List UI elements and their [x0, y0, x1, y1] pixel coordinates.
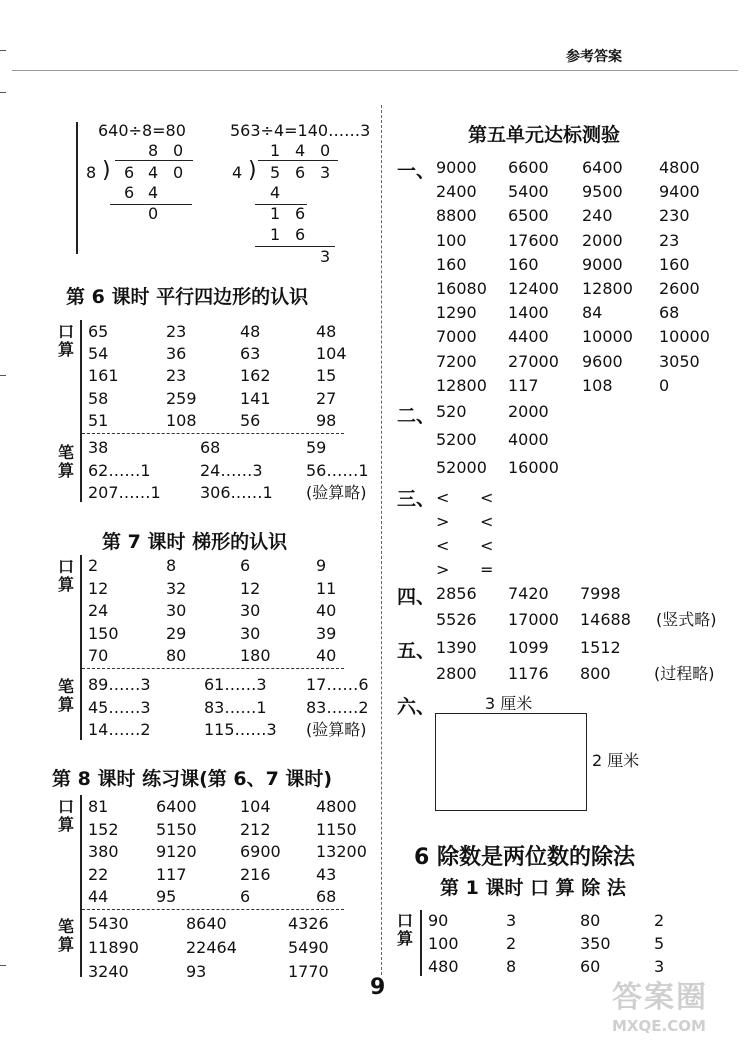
lesson7-oral-cell: 30 [240, 601, 261, 620]
unit5-s2-cell: 2000 [508, 402, 549, 421]
division-b-bracket: ) [248, 158, 257, 183]
unit5-s1-cell: 23 [659, 230, 680, 250]
unit5-s5-cell: 1176 [508, 664, 549, 683]
unit5-s4-cell: 14688 [580, 610, 631, 629]
lesson6-oral-cell: 162 [240, 366, 271, 386]
unit5-s1-cell: 7000 [436, 327, 477, 347]
unit5-s2-cell: 16000 [508, 458, 559, 477]
unit5-s1-cell: 1400 [508, 303, 549, 323]
lesson6-oral-cell: 104 [316, 344, 347, 364]
chapter6-oral-cell: 480 [428, 957, 459, 976]
lesson6-written-cell: 207……1 [88, 483, 161, 502]
chapter6-oral-cell: 3 [654, 957, 665, 976]
unit5-s1-label: 一、 [397, 160, 436, 182]
lesson8-oral-cell: 6400 [156, 797, 197, 816]
lesson6-written-cell: 24……3 [200, 460, 263, 480]
lesson8-written-cell: 5430 [88, 914, 129, 933]
lesson8-oral-cell: 6900 [240, 842, 281, 861]
division-b-quotient-3: 0 [320, 141, 331, 160]
unit5-s1-cell: 2000 [582, 230, 623, 250]
unit5-s1-cell: 12800 [436, 375, 487, 395]
division-b-step3-1: 1 [270, 225, 281, 244]
lesson7-oral-cell: 8 [166, 556, 177, 575]
unit5-s1-cell: 9400 [659, 182, 700, 202]
unit5-s2-cell: 520 [436, 402, 467, 421]
lesson8-oral-cell: 43 [316, 864, 337, 884]
division-b-bar [258, 160, 338, 161]
unit5-title: 第五单元达标测验 [468, 124, 621, 146]
lesson6-bracket [80, 320, 82, 502]
unit5-s5-cell: 1390 [436, 638, 477, 657]
lesson8-written-cell: 8640 [186, 914, 227, 933]
unit5-s1-cell: 6500 [508, 206, 549, 226]
lesson7-oral-cell: 30 [166, 601, 187, 620]
unit5-s1-cell: 4800 [659, 158, 700, 177]
unit5-s1-cell: 9000 [436, 158, 477, 177]
lesson8-oral-cell: 9120 [156, 842, 197, 861]
lesson7-oral-cell: 2 [88, 556, 99, 575]
chapter6-oral-cell: 90 [428, 911, 449, 930]
lesson7-title: 第 7 课时 梯形的认识 [102, 531, 288, 553]
lesson7-oral-cell: 24 [88, 601, 109, 620]
lesson6-oral-cell: 51 [88, 410, 109, 430]
unit5-s3-cell: < [436, 536, 450, 555]
unit5-s1-cell: 230 [659, 206, 690, 226]
unit5-s3-cell: > [436, 560, 450, 579]
lesson8-oral-cell: 6 [240, 887, 251, 906]
lesson7-oral-cell: 12 [240, 578, 261, 598]
unit5-s1-cell: 6400 [582, 158, 623, 177]
chapter6-oral-label: 口 算 [396, 911, 413, 948]
lesson7-oral-cell: 6 [240, 556, 251, 575]
unit5-s1-cell: 9500 [582, 182, 623, 202]
unit5-s1-cell: 68 [659, 303, 680, 323]
unit5-s1-cell: 160 [508, 254, 539, 274]
lesson8-title: 第 8 课时 练习课(第 6、7 课时) [52, 768, 333, 790]
lesson7-oral-cell: 11 [316, 578, 337, 598]
chapter6-bracket [420, 910, 422, 976]
unit5-s5-cell: 800 [580, 664, 611, 683]
unit5-s1-cell: 6600 [508, 158, 549, 177]
chapter6-oral-cell: 8 [506, 957, 517, 976]
lesson8-oral-cell: 212 [240, 819, 271, 839]
lesson6-written-cell: (验算略) [306, 483, 367, 502]
lesson8-oral-label: 口 算 [57, 797, 74, 834]
chapter6-oral-cell: 100 [428, 934, 459, 953]
chapter6-oral-cell: 60 [580, 957, 601, 976]
column-divider [381, 105, 382, 975]
lesson6-oral-cell: 65 [88, 322, 109, 341]
lesson8-written-cell: 1770 [288, 962, 329, 981]
chapter6-oral-cell: 80 [580, 911, 601, 930]
lesson8-oral-cell: 4800 [316, 797, 357, 816]
division-b-dividend-2: 6 [295, 163, 306, 182]
lesson8-oral-cell: 5150 [156, 819, 197, 839]
unit5-s4-cell: 7420 [508, 584, 549, 603]
unit5-s5-label: 五、 [397, 640, 436, 662]
lesson6-divider [82, 433, 344, 434]
unit5-s5-cell: (过程略) [654, 664, 715, 683]
unit5-s4-cell: 17000 [508, 610, 559, 629]
division-b-quotient-1: 1 [270, 141, 281, 160]
lesson6-written-cell: 306……1 [200, 483, 273, 502]
header-rule [12, 70, 738, 71]
division-a-sub-2: 4 [148, 183, 159, 202]
unit5-s3-label: 三、 [397, 488, 436, 510]
unit5-s4-cell: 5526 [436, 610, 477, 629]
lesson7-oral-cell: 32 [166, 578, 187, 598]
division-b-dividend-3: 3 [320, 163, 331, 182]
unit5-s1-cell: 9600 [582, 351, 623, 371]
lesson6-oral-cell: 36 [166, 344, 187, 364]
division-a-divisor: 8 [86, 163, 97, 182]
chapter6-lesson1-title: 第 1 课时 口 算 除 法 [440, 877, 626, 899]
lesson6-oral-cell: 98 [316, 410, 337, 430]
unit5-s3-cell: < [480, 488, 494, 507]
division-b-dividend-1: 5 [270, 163, 281, 182]
division-bracket [76, 122, 78, 254]
lesson8-oral-cell: 68 [316, 887, 337, 906]
lesson8-oral-cell: 81 [88, 797, 109, 816]
lesson6-written-cell: 38 [88, 438, 109, 457]
lesson7-written-cell: 89……3 [88, 675, 151, 694]
unit5-s5-cell: 1512 [580, 638, 621, 657]
lesson6-oral-cell: 15 [316, 366, 337, 386]
unit5-s1-cell: 160 [436, 254, 467, 274]
lesson7-oral-cell: 70 [88, 646, 109, 665]
unit5-s4-label: 四、 [397, 586, 436, 608]
unit5-s1-cell: 0 [659, 375, 670, 395]
unit5-s4-cell: (竖式略) [656, 610, 717, 629]
division-a-quotient-1: 8 [148, 141, 159, 160]
lesson8-oral-cell: 117 [156, 864, 187, 884]
lesson7-oral-cell: 30 [240, 623, 261, 643]
lesson6-oral-label: 口 算 [57, 322, 74, 359]
watermark-logo: 答案圈 MXQE.COM [612, 980, 708, 1035]
lesson7-written-cell: 14……2 [88, 720, 151, 739]
lesson6-written-cell: 68 [200, 438, 221, 457]
lesson7-oral-cell: 150 [88, 623, 119, 643]
lesson6-oral-cell: 63 [240, 344, 261, 364]
lesson6-oral-cell: 56 [240, 410, 261, 430]
lesson8-written-cell: 11890 [88, 938, 139, 957]
unit5-s1-cell: 4400 [508, 327, 549, 347]
unit5-s1-cell: 8800 [436, 206, 477, 226]
unit5-s1-cell: 12400 [508, 279, 559, 298]
lesson8-written-cell: 4326 [288, 914, 329, 933]
unit5-s1-cell: 1290 [436, 303, 477, 323]
unit5-s3-cell: < [480, 512, 494, 531]
lesson8-oral-cell: 152 [88, 819, 119, 839]
chapter6-oral-cell: 350 [580, 934, 611, 953]
lesson6-written-cell: 56……1 [306, 460, 369, 480]
chapter6-oral-cell: 2 [506, 934, 517, 953]
division-a-dividend-3: 0 [173, 163, 184, 182]
division-a-bracket: ) [102, 158, 111, 183]
unit5-s1-cell: 108 [582, 375, 613, 395]
lesson7-written-cell: 61……3 [204, 675, 267, 694]
division-b-divisor: 4 [232, 163, 243, 182]
unit5-s2-cell: 5200 [436, 430, 477, 449]
lesson7-written-cell: 115……3 [204, 720, 277, 739]
chapter6-oral-cell: 5 [654, 934, 665, 953]
unit5-s1-cell: 3050 [659, 351, 700, 371]
unit5-s4-cell: 7998 [580, 584, 621, 603]
unit5-s1-cell: 2400 [436, 182, 477, 202]
lesson7-written-cell: 17……6 [306, 675, 369, 694]
division-a-dividend-2: 4 [148, 163, 159, 182]
unit5-s6-label: 六、 [397, 696, 436, 718]
lesson8-bracket [80, 795, 82, 977]
lesson8-written-label: 笔 算 [57, 917, 74, 954]
lesson7-bracket [80, 555, 82, 740]
unit5-s3-cell: = [480, 560, 494, 579]
unit5-s1-cell: 2600 [659, 279, 700, 298]
lesson6-written-label: 笔 算 [57, 443, 74, 480]
chapter6-title: 6 除数是两位数的除法 [414, 845, 635, 870]
lesson8-written-cell: 5490 [288, 938, 329, 957]
unit5-s3-cell: > [436, 512, 450, 531]
lesson6-written-cell: 59 [306, 438, 327, 457]
unit5-s2-label: 二、 [397, 405, 436, 427]
chapter6-oral-cell: 2 [654, 911, 665, 930]
division-a-equation: 640÷8=80 [98, 121, 186, 140]
lesson6-written-cell: 62……1 [88, 460, 151, 480]
lesson8-oral-cell: 44 [88, 887, 109, 906]
unit5-s1-cell: 100 [436, 230, 467, 250]
lesson6-oral-cell: 48 [316, 322, 337, 341]
lesson6-oral-cell: 259 [166, 388, 197, 408]
unit5-s1-cell: 10000 [582, 327, 633, 347]
lesson6-oral-cell: 141 [240, 388, 271, 408]
unit5-s3-cell: < [436, 488, 450, 507]
unit5-s1-cell: 160 [659, 254, 690, 274]
division-b-remainder: 3 [320, 247, 331, 266]
lesson8-oral-cell: 13200 [316, 842, 367, 861]
unit5-s1-cell: 10000 [659, 327, 710, 347]
unit5-s1-cell: 17600 [508, 230, 559, 250]
lesson8-oral-cell: 104 [240, 797, 271, 816]
lesson8-oral-cell: 1150 [316, 819, 357, 839]
unit5-s1-cell: 16080 [436, 279, 487, 298]
lesson6-title: 第 6 课时 平行四边形的认识 [66, 286, 309, 308]
lesson7-oral-cell: 9 [316, 556, 327, 575]
lesson7-written-cell: 83……1 [204, 697, 267, 717]
unit5-s2-cell: 4000 [508, 430, 549, 449]
lesson8-written-cell: 93 [186, 962, 207, 981]
division-b-step3-2: 6 [295, 225, 306, 244]
lesson8-oral-cell: 216 [240, 864, 271, 884]
division-a-remainder: 0 [148, 204, 159, 223]
division-a-bar [115, 160, 193, 161]
lesson7-oral-cell: 80 [166, 646, 187, 665]
lesson6-oral-cell: 108 [166, 410, 197, 430]
unit5-s1-cell: 12800 [582, 279, 633, 298]
lesson7-divider [82, 668, 344, 669]
unit5-s1-cell: 117 [508, 375, 539, 395]
unit5-s1-cell: 27000 [508, 351, 559, 371]
lesson6-oral-cell: 23 [166, 366, 187, 386]
lesson8-divider [82, 909, 344, 910]
division-b-step1: 4 [270, 183, 281, 202]
lesson7-oral-cell: 29 [166, 623, 187, 643]
lesson8-written-cell: 3240 [88, 962, 129, 981]
lesson8-oral-cell: 22 [88, 864, 109, 884]
lesson7-oral-cell: 180 [240, 646, 271, 665]
unit5-s5-cell: 1099 [508, 638, 549, 657]
division-b-equation: 563÷4=140……3 [230, 121, 371, 140]
unit5-s1-cell: 240 [582, 206, 613, 226]
lesson7-written-cell: 45……3 [88, 697, 151, 717]
unit5-s1-cell: 7200 [436, 351, 477, 371]
lesson8-written-cell: 22464 [186, 938, 237, 957]
division-a-quotient-2: 0 [173, 141, 184, 160]
lesson7-written-cell: (验算略) [306, 720, 367, 739]
rectangle-drawing [435, 713, 587, 811]
header-title: 参考答案 [566, 49, 622, 65]
division-a-dividend-1: 6 [124, 163, 135, 182]
lesson7-oral-cell: 40 [316, 601, 337, 620]
lesson7-oral-cell: 40 [316, 646, 337, 665]
lesson6-oral-cell: 23 [166, 322, 187, 341]
unit5-s1-cell: 9000 [582, 254, 623, 274]
lesson6-oral-cell: 54 [88, 344, 109, 364]
unit5-s3-cell: < [480, 536, 494, 555]
lesson7-oral-cell: 39 [316, 623, 337, 643]
lesson7-oral-label: 口 算 [57, 557, 74, 594]
lesson6-oral-cell: 161 [88, 366, 119, 386]
rectangle-height-label: 2 厘米 [592, 751, 640, 770]
lesson7-written-label: 笔 算 [57, 677, 74, 714]
lesson8-oral-cell: 95 [156, 887, 177, 906]
division-b-step2-1: 1 [270, 204, 281, 223]
lesson6-oral-cell: 48 [240, 322, 261, 341]
unit5-s1-cell: 84 [582, 303, 603, 323]
chapter6-oral-cell: 3 [506, 911, 517, 930]
division-a-sub-1: 6 [124, 183, 135, 202]
unit5-s5-cell: 2800 [436, 664, 477, 683]
unit5-s4-cell: 2856 [436, 584, 477, 603]
lesson6-oral-cell: 27 [316, 388, 337, 408]
unit5-s1-cell: 5400 [508, 182, 549, 202]
lesson6-oral-cell: 58 [88, 388, 109, 408]
division-b-quotient-2: 4 [295, 141, 306, 160]
lesson7-written-cell: 83……2 [306, 697, 369, 717]
unit5-s2-cell: 52000 [436, 458, 487, 477]
lesson7-oral-cell: 12 [88, 578, 109, 598]
page-number: 9 [370, 975, 386, 1000]
division-b-step2-2: 6 [295, 204, 306, 223]
rectangle-width-label: 3 厘米 [485, 694, 533, 713]
lesson8-oral-cell: 380 [88, 842, 119, 861]
